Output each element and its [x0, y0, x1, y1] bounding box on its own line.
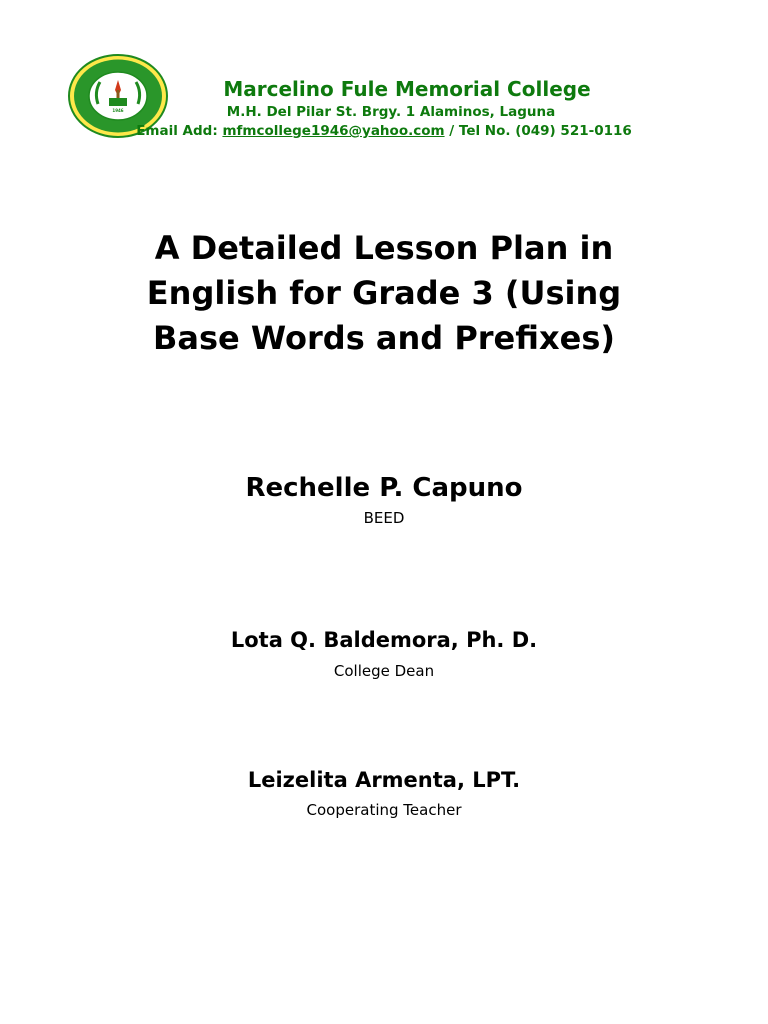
title-line: A Detailed Lesson Plan in — [154, 229, 614, 267]
svg-text:1946: 1946 — [112, 108, 124, 113]
email-label: Email Add: — [136, 123, 218, 139]
student-role: BEED — [363, 509, 405, 527]
college-address: M.H. Del Pilar St. Brgy. 1 Alaminos, Laguna — [226, 104, 556, 120]
email-link[interactable]: mfmcollege1946@yahoo.com — [222, 123, 445, 139]
teacher-role: Cooperating Teacher — [306, 801, 462, 819]
dean-name: Lota Q. Baldemora, Ph. D. — [230, 628, 538, 652]
title-line: English for Grade 3 (Using — [146, 274, 622, 312]
tel-info: / Tel No. (049) 521-0116 — [449, 123, 632, 139]
document-title — [0, 226, 768, 361]
college-name: Marcelino Fule Memorial College — [223, 77, 591, 101]
college-contact — [0, 123, 768, 139]
title-line: Base Words and Prefixes) — [153, 319, 615, 357]
dean-role: College Dean — [333, 662, 435, 680]
student-name: Rechelle P. Capuno — [245, 473, 523, 503]
teacher-name: Leizelita Armenta, LPT. — [247, 768, 521, 792]
